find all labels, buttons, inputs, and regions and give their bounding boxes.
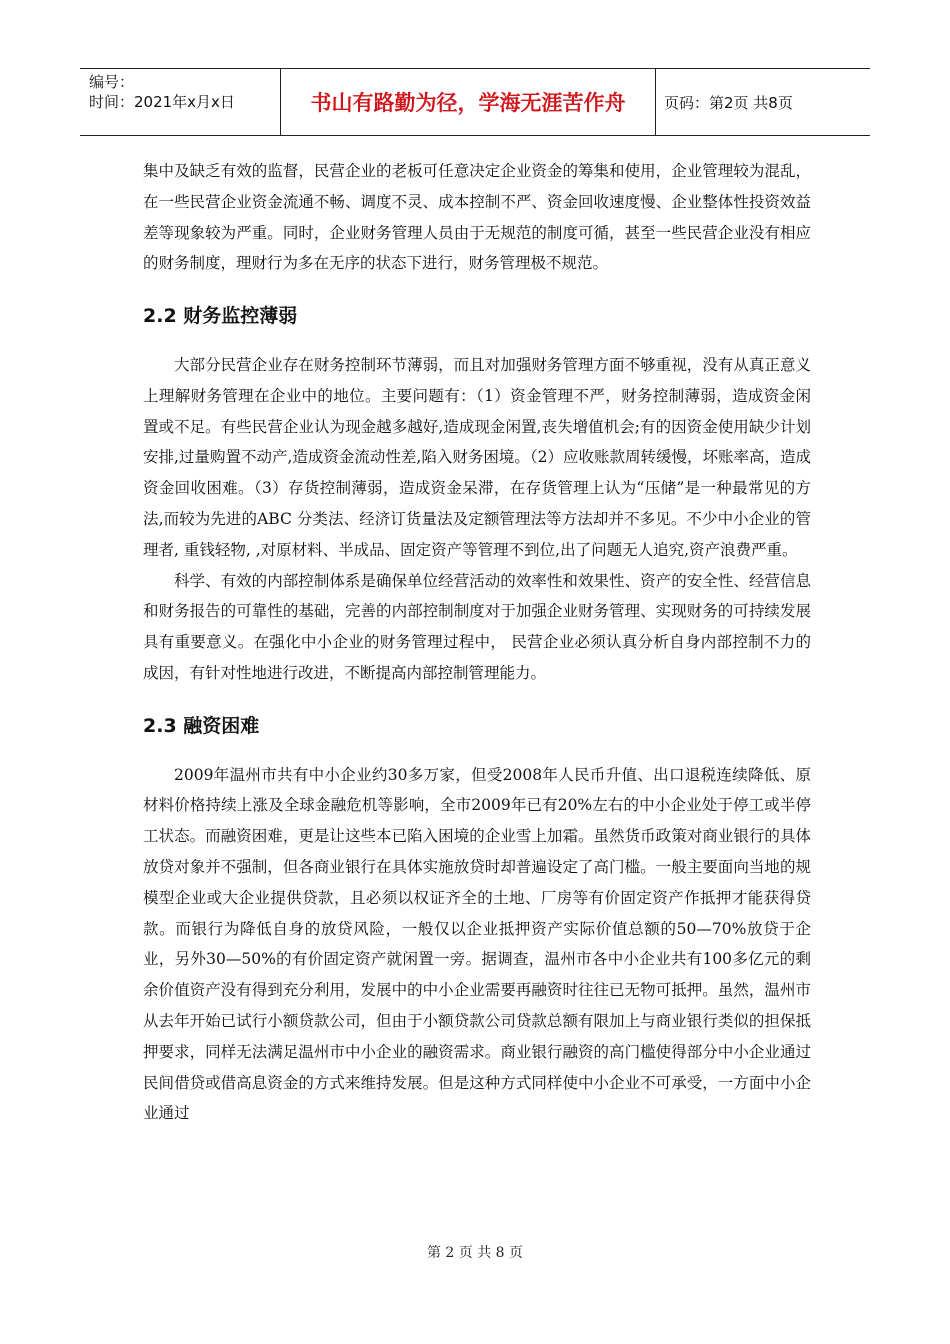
document-body [143,156,811,1129]
paragraph-financial-control: 大部分民营企业存在财务控制环节薄弱，而且对加强财务管理方面不够重视，没有从真正意义上理解财务管理在企业中的地位。主要问题有：（1）资金管理不严，财务控制薄弱，造成资金闲置或不足。有些民营企业认为现金越多越好,造成现金闲置,丧失增值机会;有的因资金使用缺少计划安排,过量购置不动产,造成资金流动性差,陷入财务困境。（2）应收账款周转缓慢，坏账率高，造成资金回收困难。（3）存货控制薄弱，造成资金呆滞，在存货管理上认为“压储”是一种最常见的方法,而较为先进的ABC 分类法、经济订货量法及定额管理法等方法却并不多见。不少中小企业的管理者, 重钱轻物, ,对原材料、半成品、固定资产等管理不到位,出了问题无人追究,资产浪费严重。 [143,355,811,559]
header-meta-cell [80,69,281,135]
header-motto: 书山有路勤为径，学海无涯苦作舟 [281,69,656,135]
section-heading-2-2: 2.2 财务监控薄弱 [143,305,298,328]
paragraph-internal-control: 科学、有效的内部控制体系是确保单位经营活动的效率性和效果性、资产的安全性、经营信息和财务报告的可靠性的基础，完善的内部控制制度对于加强企业财务管理、实现财务的可持续发展具有重要意义。在强化中小企业的财务管理过程中， 民营企业必须认真分析自身内部控制不力的成因，有针对性地进行改进，不断提高内部控制管理能力。 [143,571,811,682]
document-header [80,68,870,136]
time-label: 时间：2021年x月x日 [89,93,235,111]
paragraph-continuation: 集中及缺乏有效的监督，民营企业的老板可任意决定企业资金的筹集和使用，企业管理较为混乱，在一些民营企业资金流通不畅、调度不灵、成本控制不严、资金回收速度慢、企业整体性投资效益差等现象较为严重。同时，企业财务管理人员由于无规范的制度可循，甚至一些民营企业没有相应的财务制度，理财行为多在无序的状态下进行，财务管理极不规范。 [143,162,811,273]
header-page-code: 页码：第2页 共8页 [664,93,793,112]
page-footer: 第 2 页 共 8 页 [426,1245,524,1261]
section-heading-2-3: 2.3 融资困难 [143,714,260,737]
paragraph-financing: 2009年温州市共有中小企业约30多万家，但受2008年人民币升值、出口退税连续降低、原材料价格持续上涨及全球金融危机等影响，全市2009年已有20%左右的中小企业处于停工或半停工状态。而融资困难，更是让这些本已陷入困境的企业雪上加霜。虽然货币政策对商业银行的具体放贷对象并不强制，但各商业银行在具体实施放贷时却普遍设定了高门槛。一般主要面向当地的规模型企业或大企业提供贷款，且必须以权证齐全的土地、厂房等有价固定资产作抵押才能获得贷款。而银行为降低自身的放贷风险，一般仅以企业抵押资产实际价值总额的50—70%放贷于企业，另外30—50%的有价固定资产就闲置一旁。据调查，温州市各中小企业共有100多亿元的剩余价值资产没有得到充分利用，发展中的中小企业需要再融资时往往已无物可抵押。虽然，温州市从去年开始已试行小额贷款公司，但由于小额贷款公司贷款总额有限加上与商业银行类似的担保抵押要求，同样无法满足温州市中小企业的融资需求。商业银行融资的高门槛使得部分中小企业通过民间借贷或借高息资金的方式来维持发展。但是这种方式同样使中小企业不可承受，一方面中小企业通过 [143,765,811,1123]
number-label: 编号： [89,73,135,91]
